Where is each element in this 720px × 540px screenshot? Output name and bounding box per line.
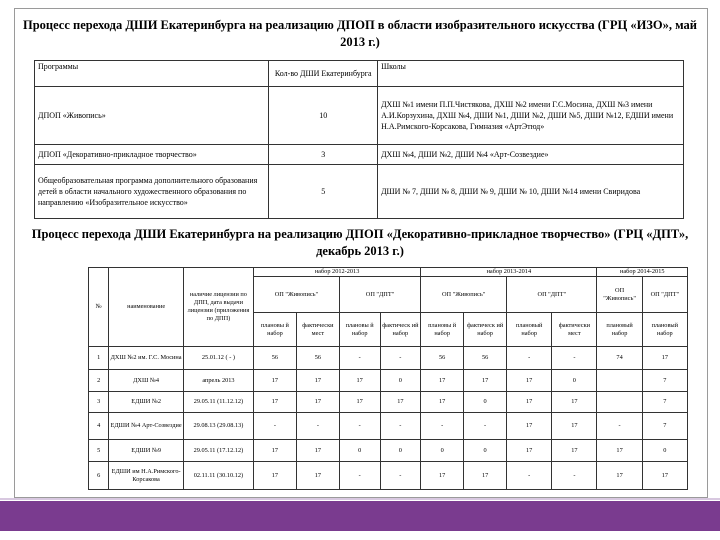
cell-value: 17 bbox=[253, 440, 296, 462]
cell-num: 6 bbox=[89, 462, 109, 490]
header-op-dpt: ОП "ДПТ" bbox=[507, 277, 597, 313]
cell-program: ДПОП «Декоративно-прикладное творчество» bbox=[35, 145, 269, 165]
cell-value: - bbox=[507, 347, 552, 370]
cell-value: 56 bbox=[464, 347, 507, 370]
cell-value: 17 bbox=[421, 462, 464, 490]
cell-value: 17 bbox=[296, 462, 339, 490]
cell-value: 17 bbox=[507, 370, 552, 392]
cell-count: 5 bbox=[269, 165, 378, 219]
cell-value: 17 bbox=[642, 462, 687, 490]
header-fact: фактически мест bbox=[296, 313, 339, 347]
cell-license: 02.11.11 (30.10.12) bbox=[183, 462, 253, 490]
table-izo bbox=[34, 60, 684, 219]
cell-count: 3 bbox=[269, 145, 378, 165]
cell-value: 17 bbox=[253, 462, 296, 490]
cell-value: - bbox=[253, 413, 296, 440]
header-plan: плановы й набор bbox=[253, 313, 296, 347]
cell-value: - bbox=[380, 462, 421, 490]
table-row bbox=[35, 165, 684, 219]
cell-value: 0 bbox=[380, 440, 421, 462]
header-year-2012: набор 2012-2013 bbox=[253, 268, 420, 277]
header-num: № bbox=[89, 268, 109, 347]
cell-value: - bbox=[380, 413, 421, 440]
header-plan: плановы й набор bbox=[421, 313, 464, 347]
cell-value: 0 bbox=[339, 440, 380, 462]
cell-value: 17 bbox=[296, 392, 339, 413]
cell-value: 56 bbox=[253, 347, 296, 370]
cell-num: 5 bbox=[89, 440, 109, 462]
cell-value: 17 bbox=[296, 370, 339, 392]
cell-value: 17 bbox=[642, 347, 687, 370]
cell-value: 17 bbox=[339, 392, 380, 413]
table-row bbox=[89, 440, 688, 462]
cell-name: ЕДШИ №4 Арт-Созвездие bbox=[109, 413, 184, 440]
table-row bbox=[35, 87, 684, 145]
header-name: наименование bbox=[109, 268, 184, 347]
cell-schools: ДХШ №1 имени П.П.Чистякова, ДХШ №2 имени Г.С.Мосина, ДХШ №3 имени А.И.Корзухина, ДХШ №4, ДШИ №1, ДШИ №2, ДШИ №5, ДШИ №12, ЕДШИ имени Н.А.Римского-Корсакова, Гимназия «АртЭтюд» bbox=[378, 87, 684, 145]
cell-name: ЕДШИ №2 bbox=[109, 392, 184, 413]
cell-value: - bbox=[597, 413, 642, 440]
cell-value: 56 bbox=[296, 347, 339, 370]
footer-divider bbox=[0, 498, 720, 500]
cell-num: 3 bbox=[89, 392, 109, 413]
cell-license: апрель 2013 bbox=[183, 370, 253, 392]
header-op-live: ОП "Живопись" bbox=[253, 277, 339, 313]
cell-value: 17 bbox=[421, 392, 464, 413]
cell-license: 29.05.11 (17.12.12) bbox=[183, 440, 253, 462]
cell-value: - bbox=[339, 347, 380, 370]
header-op-live: ОП "Живопись" bbox=[597, 277, 642, 313]
cell-count: 10 bbox=[269, 87, 378, 145]
cell-value: - bbox=[380, 347, 421, 370]
cell-value: 0 bbox=[421, 440, 464, 462]
header-fact: фактическ ий набор bbox=[380, 313, 421, 347]
title-izo: Процесс перехода ДШИ Екатеринбурга на реализацию ДПОП в области изобразительного искусства (ГРЦ «ИЗО», май 2013 г.) bbox=[22, 18, 698, 49]
cell-value: - bbox=[507, 462, 552, 490]
cell-value: 56 bbox=[421, 347, 464, 370]
cell-value: 0 bbox=[380, 370, 421, 392]
header-plan: плановый набор bbox=[597, 313, 642, 347]
cell-schools: ДШИ № 7, ДШИ № 8, ДШИ № 9, ДШИ № 10, ДШИ №14 имени Свиридова bbox=[378, 165, 684, 219]
header-year-2013: набор 2013-2014 bbox=[421, 268, 597, 277]
header-op-dpt: ОП "ДПТ" bbox=[642, 277, 687, 313]
header-programs: Программы bbox=[35, 61, 269, 87]
cell-value: 17 bbox=[253, 392, 296, 413]
cell-value: 0 bbox=[464, 392, 507, 413]
cell-value: - bbox=[421, 413, 464, 440]
cell-value bbox=[597, 370, 642, 392]
cell-name: ЕДШИ им Н.А.Римского-Корсакова bbox=[109, 462, 184, 490]
table-row bbox=[89, 413, 688, 440]
header-year-2014: набор 2014-2015 bbox=[597, 268, 688, 277]
cell-value: 17 bbox=[507, 440, 552, 462]
table-row bbox=[89, 370, 688, 392]
cell-num: 4 bbox=[89, 413, 109, 440]
cell-value: 17 bbox=[552, 440, 597, 462]
table-dpt bbox=[88, 267, 688, 490]
header-plan: плановы й набор bbox=[339, 313, 380, 347]
cell-value: - bbox=[296, 413, 339, 440]
header-fact: фактически мест bbox=[552, 313, 597, 347]
cell-value: 17 bbox=[507, 392, 552, 413]
cell-value: 17 bbox=[552, 413, 597, 440]
cell-value: 17 bbox=[464, 462, 507, 490]
header-license: наличие лицензии по ДПП, дата выдачи лицензии (приложения по ДПП) bbox=[183, 268, 253, 347]
cell-value: 74 bbox=[597, 347, 642, 370]
cell-num: 2 bbox=[89, 370, 109, 392]
cell-name: ДХШ №2 им. Г.С. Мосина bbox=[109, 347, 184, 370]
cell-value: 17 bbox=[339, 370, 380, 392]
header-op-live: ОП "Живопись" bbox=[421, 277, 507, 313]
cell-value: 7 bbox=[642, 413, 687, 440]
table-row bbox=[89, 392, 688, 413]
cell-value: 17 bbox=[296, 440, 339, 462]
header-schools: Школы bbox=[378, 61, 684, 87]
cell-name: ЕДШИ №9 bbox=[109, 440, 184, 462]
cell-value: 17 bbox=[597, 462, 642, 490]
title-dpt: Процесс перехода ДШИ Екатеринбурга на реализацию ДПОП «Декоративно-прикладное творчество» (ГРЦ «ДПТ», декабрь 2013 г.) bbox=[31, 227, 689, 258]
footer-bar bbox=[0, 501, 720, 531]
cell-num: 1 bbox=[89, 347, 109, 370]
header-plan: плановый набор bbox=[507, 313, 552, 347]
cell-value: 17 bbox=[380, 392, 421, 413]
header-plan: плановый набор bbox=[642, 313, 687, 347]
header-op-dpt: ОП "ДПТ" bbox=[339, 277, 420, 313]
table-row bbox=[35, 145, 684, 165]
cell-license: 29.08.13 (29.08.13) bbox=[183, 413, 253, 440]
cell-value: 7 bbox=[642, 370, 687, 392]
cell-license: 25.01.12 ( - ) bbox=[183, 347, 253, 370]
cell-program: ДПОП «Живопись» bbox=[35, 87, 269, 145]
cell-value: 17 bbox=[253, 370, 296, 392]
cell-value: - bbox=[552, 347, 597, 370]
header-count: Кол-во ДШИ Екатеринбурга bbox=[269, 61, 378, 87]
cell-value: 17 bbox=[552, 392, 597, 413]
cell-value: 0 bbox=[552, 370, 597, 392]
header-fact: фактическ ий набор bbox=[464, 313, 507, 347]
cell-value: 17 bbox=[507, 413, 552, 440]
cell-program: Общеобразовательная программа дополнительного образования детей в области начального художественного образования по направлению «Изобразительное искусство» bbox=[35, 165, 269, 219]
table-row bbox=[89, 462, 688, 490]
cell-name: ДХШ №4 bbox=[109, 370, 184, 392]
cell-schools: ДХШ №4, ДШИ №2, ДШИ №4 «Арт-Созвездие» bbox=[378, 145, 684, 165]
cell-value: 17 bbox=[597, 440, 642, 462]
cell-value: - bbox=[339, 413, 380, 440]
cell-value: 0 bbox=[464, 440, 507, 462]
cell-value: 7 bbox=[642, 392, 687, 413]
cell-value: 0 bbox=[642, 440, 687, 462]
table-row bbox=[89, 347, 688, 370]
cell-value: - bbox=[464, 413, 507, 440]
cell-value: 17 bbox=[421, 370, 464, 392]
cell-value bbox=[597, 392, 642, 413]
cell-license: 29.05.11 (11.12.12) bbox=[183, 392, 253, 413]
cell-value: - bbox=[552, 462, 597, 490]
cell-value: - bbox=[339, 462, 380, 490]
cell-value: 17 bbox=[464, 370, 507, 392]
